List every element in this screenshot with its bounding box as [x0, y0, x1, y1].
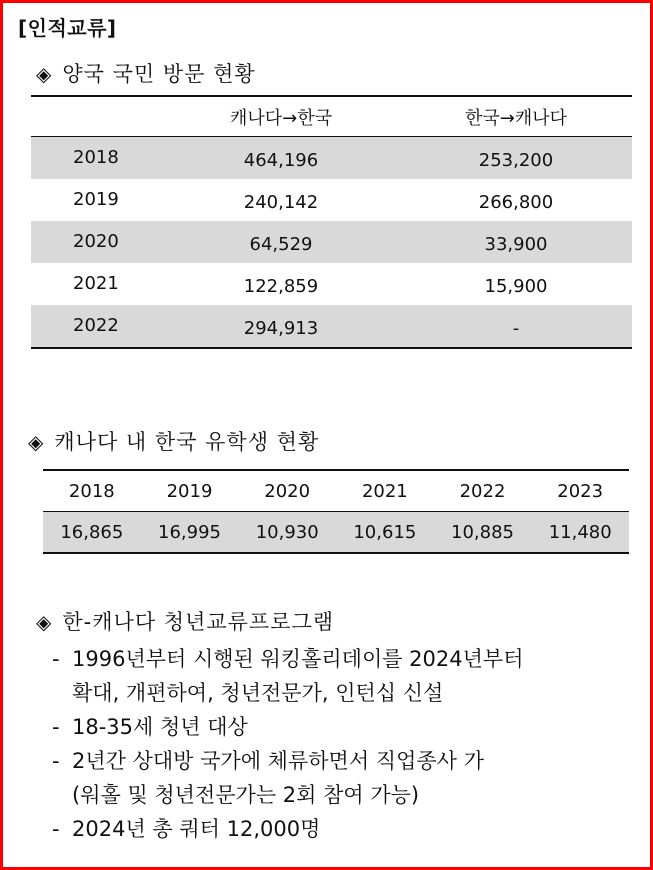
dash-marker: -: [52, 715, 60, 739]
year-cell: 2019: [73, 188, 119, 210]
student-count-cell: 10,930: [255, 521, 319, 543]
dash-marker: -: [52, 647, 60, 671]
kr-to-ca-cell: 15,900: [484, 275, 548, 297]
year-header-cell: 2023: [557, 480, 604, 502]
bullet-line: 2년간 상대방 국가에 체류하면서 직업종사 가: [72, 749, 484, 773]
year-cell: 2018: [73, 146, 119, 168]
ca-to-kr-cell: 240,142: [243, 191, 319, 213]
students-table: [43, 469, 629, 554]
bullet-line: 1996년부터 시행된 워킹홀리데이를 2024년부터: [72, 647, 524, 671]
bullet-line: 18-35세 청년 대상: [72, 715, 248, 739]
student-count-cell: 10,885: [451, 521, 515, 543]
table-row: [31, 263, 632, 305]
column-header-kr-to-ca: 한국→캐나다: [464, 107, 568, 129]
students-table-header: [43, 471, 629, 512]
year-header-cell: 2018: [68, 480, 115, 502]
bullet-line: 확대, 개편하여, 청년전문가, 인턴십 신설: [72, 681, 444, 705]
dash-marker: -: [52, 817, 60, 841]
visits-title-text: 양국 국민 방문 현황: [62, 62, 256, 86]
year-cell: 2022: [73, 314, 119, 336]
kr-to-ca-cell: 266,800: [478, 191, 554, 213]
list-item: [52, 642, 642, 710]
list-item: [52, 710, 642, 744]
year-header-cell: 2019: [166, 480, 213, 502]
visits-table-header: [31, 97, 632, 137]
year-header-cell: 2020: [264, 480, 311, 502]
diamond-bullet-icon: ◈: [36, 610, 53, 634]
year-cell: 2020: [73, 230, 119, 252]
youth-title-text: 한-캐나다 청년교류프로그램: [62, 610, 335, 634]
visits-section-title: [36, 58, 256, 88]
table-row: [43, 512, 629, 552]
year-cell: 2021: [73, 272, 119, 294]
youth-section-title: [36, 606, 334, 636]
student-count-cell: 16,865: [60, 521, 124, 543]
kr-to-ca-cell: 33,900: [484, 233, 548, 255]
table-row: [31, 221, 632, 263]
student-count-cell: 11,480: [548, 521, 612, 543]
kr-to-ca-cell: 253,200: [478, 149, 554, 171]
dash-marker: -: [52, 749, 60, 773]
kr-to-ca-cell: -: [512, 317, 520, 339]
students-section-title: [28, 426, 319, 456]
ca-to-kr-cell: 294,913: [243, 317, 319, 339]
page-heading: [인적교류]: [18, 16, 117, 40]
student-count-cell: 10,615: [353, 521, 417, 543]
diamond-bullet-icon: ◈: [28, 430, 45, 454]
student-count-cell: 16,995: [158, 521, 221, 543]
ca-to-kr-cell: 122,859: [243, 275, 319, 297]
year-header-cell: 2021: [361, 480, 408, 502]
bullet-line: 2024년 총 쿼터 12,000명: [72, 817, 321, 841]
visits-table: [31, 95, 632, 349]
year-header-cell: 2022: [459, 480, 506, 502]
bullet-line: (워홀 및 청년전문가는 2회 참여 가능): [72, 783, 420, 807]
ca-to-kr-cell: 64,529: [249, 233, 313, 255]
list-item: [52, 812, 642, 846]
ca-to-kr-cell: 464,196: [243, 149, 319, 171]
column-header-ca-to-kr: 캐나다→한국: [229, 107, 333, 129]
youth-bullet-list: [52, 642, 642, 846]
diamond-bullet-icon: ◈: [36, 62, 53, 86]
table-row: [31, 179, 632, 221]
students-title-text: 캐나다 내 한국 유학생 현황: [54, 430, 320, 454]
table-row: [31, 137, 632, 179]
table-row: [31, 305, 632, 347]
list-item: [52, 744, 642, 812]
